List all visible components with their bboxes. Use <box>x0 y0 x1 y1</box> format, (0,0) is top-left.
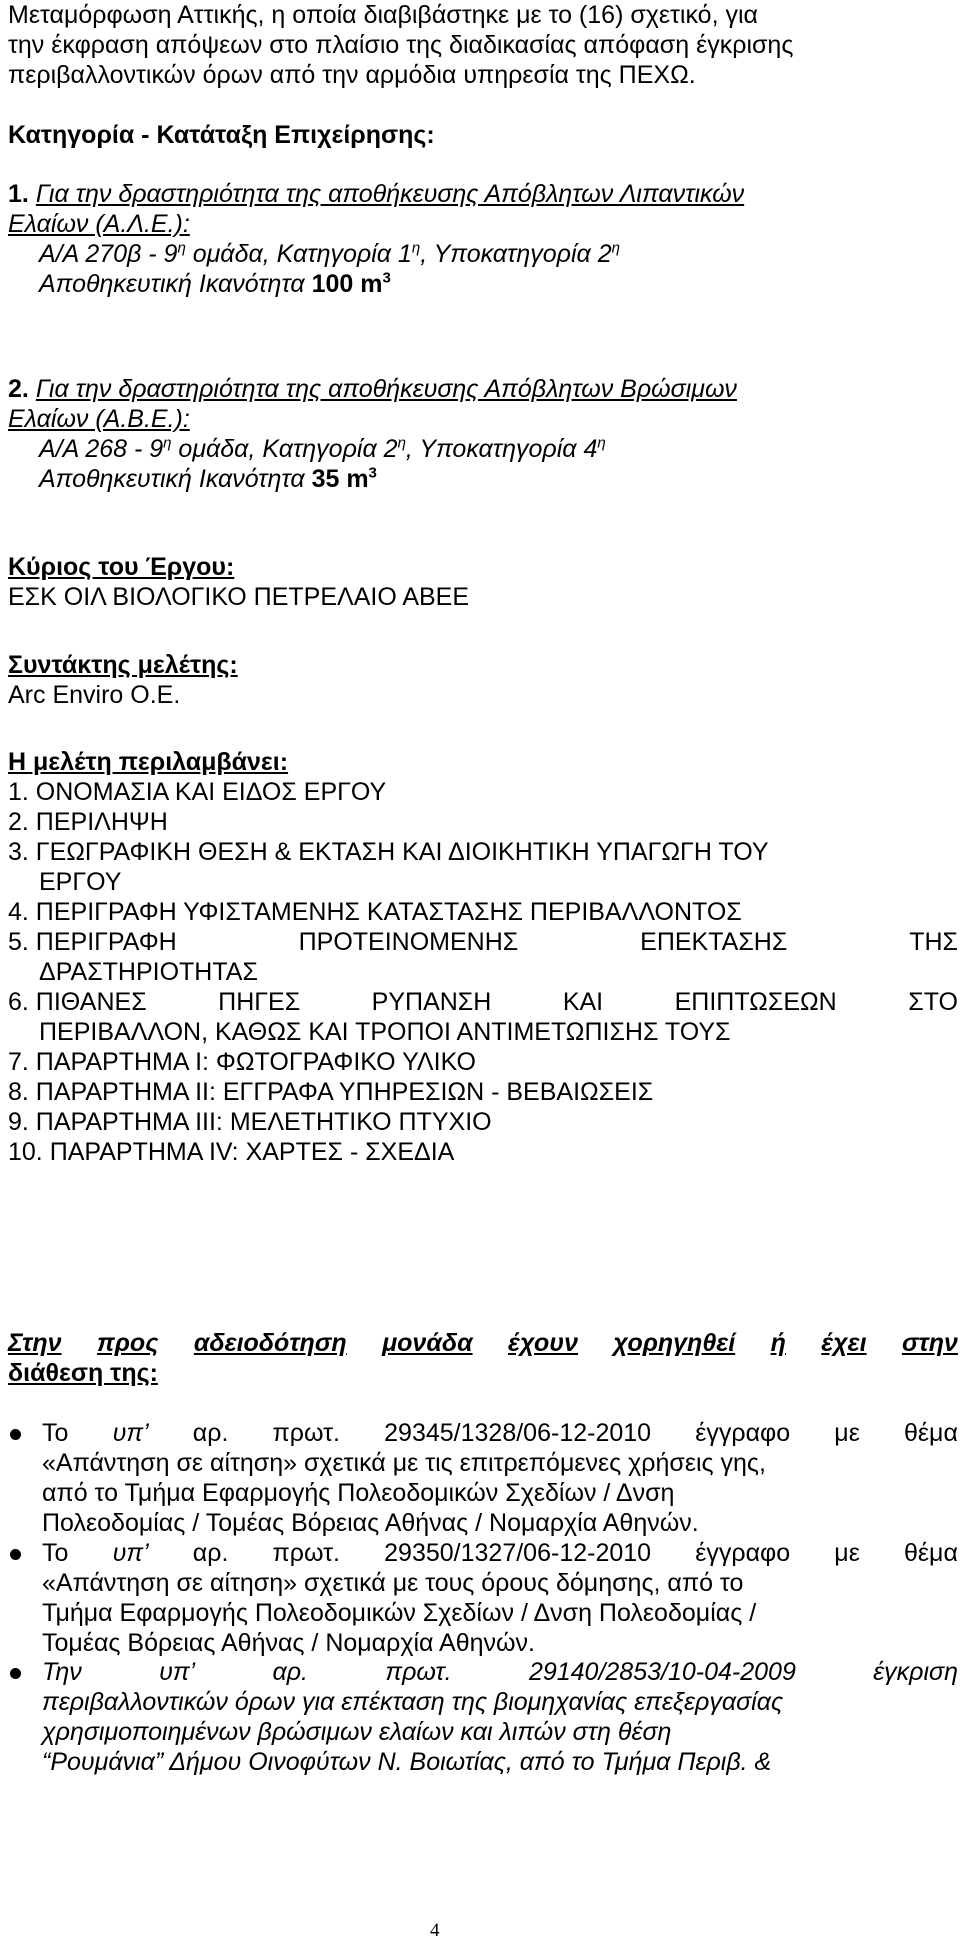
intro-line: την έκφραση απόψεων στο πλαίσιο της διαδικασίας απόφαση έγκρισης <box>8 31 794 59</box>
word: 29345/1328/06-12-2010 <box>384 1419 652 1447</box>
aa-sup: η <box>597 434 606 452</box>
contents-heading: Η μελέτη περιλαμβάνει: <box>8 748 289 776</box>
contents-item: 1. ΟΝΟΜΑΣΙΑ ΚΑΙ ΕΙΔΟΣ ΕΡΓΟΥ <box>8 778 387 806</box>
intro-line: Μεταμόρφωση Αττικής, η οποία διαβιβάστηκε με το (16) σχετικό, για <box>8 1 758 29</box>
aa-text: , Υποκατηγορία 4 <box>405 435 598 463</box>
aa-sup: η <box>397 434 406 452</box>
word: ΕΠΙΠΤΩΣΕΩΝ <box>674 988 837 1016</box>
word: με <box>834 1419 860 1447</box>
capacity-sup: 3 <box>382 269 391 287</box>
bullet-line: “Ρουμάνια” Δήμου Οινοφύτων Ν. Βοιωτίας, από το Τμήμα Περιβ. & <box>42 1748 772 1776</box>
aa-sup: η <box>163 434 172 452</box>
aa-text: Α/Α 268 - 9 <box>39 435 164 463</box>
contents-item: 8. ΠΑΡΑΡΤΗΜΑ ΙΙ: ΕΓΓΡΑΦΑ ΥΠΗΡΕΣΙΩΝ - ΒΕΒΑΙΩΣΕΙΣ <box>8 1078 654 1106</box>
word: Το <box>42 1419 69 1447</box>
bullet-line: Πολεοδομίας / Τομέας Βόρειας Αθήνας / Νομαρχία Αθηνών. <box>42 1509 699 1537</box>
bullet-line <box>42 1657 958 1687</box>
contents-item: 9. ΠΑΡΑΡΤΗΜΑ ΙΙΙ: ΜΕΛΕΤΗΤΙΚΟ ΠΤΥΧΙΟ <box>8 1108 492 1136</box>
author-value: Arc Enviro O.E. <box>8 681 181 709</box>
word: ή <box>770 1329 786 1357</box>
contents-item: 3. ΓΕΩΓΡΑΦΙΚΗ ΘΕΣΗ & ΕΚΤΑΣΗ ΚΑΙ ΔΙΟΙΚΗΤΙΚΗ ΥΠΑΓΩΓΗ ΤΟΥ <box>8 838 769 866</box>
contents-item <box>8 927 958 957</box>
aa-text: , Υποκατηγορία 2 <box>420 240 612 268</box>
word: προς <box>96 1329 159 1357</box>
word: έγγραφο <box>695 1539 791 1567</box>
item-classification <box>39 434 606 464</box>
item-title-continued: Ελαίων (Α.Λ.Ε.): <box>8 210 190 238</box>
word: στην <box>901 1329 958 1357</box>
bullet-line: Τμήμα Εφαρμογής Πολεοδομικών Σχεδίων / Δνση Πολεοδομίας / <box>42 1599 757 1627</box>
item-title: Για την δραστηριότητα της αποθήκευσης Απόβλητων Βρώσιμων <box>35 375 737 403</box>
aa-sup: η <box>411 239 421 257</box>
bullet-line <box>42 1538 958 1568</box>
contents-item: 10. ΠΑΡΑΡΤΗΜΑ ΙV: ΧΑΡΤΕΣ - ΣΧΕΔΙΑ <box>8 1138 455 1166</box>
word: 6. ΠΙΘΑΝΕΣ <box>8 988 147 1016</box>
word: θέμα <box>904 1419 958 1447</box>
owner-value: ΕΣΚ ΟΙΛ ΒΙΟΛΟΓΙΚΟ ΠΕΤΡΕΛΑΙΟ ΑΒΕΕ <box>8 583 470 611</box>
category-item-1-title <box>8 179 744 209</box>
bullet-icon <box>10 1429 21 1440</box>
granted-heading <box>8 1328 958 1358</box>
bullet-line: περιβαλλοντικών όρων για επέκταση της βιομηχανίας επεξεργασίας <box>42 1688 784 1716</box>
contents-item-continued: ΠΕΡΙΒΑΛΛΟΝ, ΚΑΘΩΣ ΚΑΙ ΤΡΟΠΟΙ ΑΝΤΙΜΕΤΩΠΙΣΗΣ ΤΟΥΣ <box>39 1018 731 1046</box>
category-item-2-title <box>8 374 737 404</box>
word: 29350/1327/06-12-2010 <box>384 1539 652 1567</box>
item-classification <box>39 239 620 269</box>
word: Την <box>42 1658 82 1686</box>
category-heading: Κατηγορία - Κατάταξη Επιχείρησης: <box>8 121 435 149</box>
word: χορηγηθεί <box>613 1329 736 1357</box>
item-title-continued: Ελαίων (Α.Β.Ε.): <box>8 405 190 433</box>
word: έχουν <box>507 1329 578 1357</box>
word: ΕΠΕΚΤΑΣΗΣ <box>640 928 788 956</box>
item-title: Για την δραστηριότητα της αποθήκευσης Απόβλητων Λιπαντικών <box>35 180 745 208</box>
word: ΡΥΠΑΝΣΗ <box>371 988 492 1016</box>
aa-text: ομάδα, Κατηγορία 1 <box>185 240 412 268</box>
bullet-line: από το Τμήμα Εφαρμογής Πολεοδομικών Σχεδίων / Δνση <box>42 1479 675 1507</box>
item-capacity <box>39 464 377 494</box>
word: αρ. <box>192 1419 229 1447</box>
bullet-line <box>42 1418 958 1448</box>
contents-item-continued: ΕΡΓΟΥ <box>39 868 122 896</box>
word: έγγραφο <box>695 1419 791 1447</box>
bullet-line: Τομέας Βόρειας Αθήνας / Νομαρχία Αθηνών. <box>42 1629 535 1657</box>
word: ΚΑΙ <box>562 988 604 1016</box>
word: ΠΗΓΕΣ <box>218 988 301 1016</box>
word: υπ’ <box>112 1419 149 1447</box>
bullet-line: «Απάντηση σε αίτηση» σχετικά με τους όρους δόμησης, από το <box>42 1569 744 1597</box>
word: 5. ΠΕΡΙΓΡΑΦΗ <box>8 928 177 956</box>
word: υπ’ <box>159 1658 196 1686</box>
contents-item: 2. ΠΕΡΙΛΗΨΗ <box>8 808 168 836</box>
word: ΤΗΣ <box>909 928 958 956</box>
contents-item: 4. ΠΕΡΙΓΡΑΦΗ ΥΦΙΣΤΑΜΕΝΗΣ ΚΑΤΑΣΤΑΣΗΣ ΠΕΡΙΒΑΛΛΟΝΤΟΣ <box>8 898 742 926</box>
word: αρ. <box>272 1658 309 1686</box>
author-heading: Συντάκτης μελέτης: <box>8 651 238 679</box>
word: υπ’ <box>112 1539 149 1567</box>
word: θέμα <box>904 1539 958 1567</box>
bullet-icon <box>10 1668 21 1679</box>
word: Στην <box>8 1329 62 1357</box>
item-number: 1. <box>8 180 29 208</box>
word: ΣΤΟ <box>908 988 958 1016</box>
capacity-value: 35 m <box>311 465 369 493</box>
aa-text: Α/Α 270β - 9 <box>39 240 178 268</box>
contents-item-continued: ΔΡΑΣΤΗΡΙΟΤΗΤΑΣ <box>39 958 258 986</box>
word: αδειοδότηση <box>193 1329 347 1357</box>
word: Το <box>42 1539 69 1567</box>
word: έγκριση <box>873 1658 958 1686</box>
bullet-line: χρησιμοποιημένων βρώσιμων ελαίων και λιπών στη θέση <box>42 1718 672 1746</box>
item-capacity <box>39 269 391 299</box>
page-number: 4 <box>430 1920 440 1941</box>
owner-heading: Κύριος του Έργου: <box>8 553 235 581</box>
contents-item <box>8 987 958 1017</box>
word: πρωτ. <box>385 1658 452 1686</box>
capacity-label: Αποθηκευτική Ικανότητα <box>39 465 312 493</box>
word: έχει <box>821 1329 867 1357</box>
aa-sup: η <box>177 239 186 257</box>
capacity-sup: 3 <box>368 464 377 482</box>
bullet-icon <box>10 1549 21 1560</box>
word: πρωτ. <box>272 1539 341 1567</box>
item-number: 2. <box>8 375 29 403</box>
bullet-line: «Απάντηση σε αίτηση» σχετικά με τις επιτρεπόμενες χρήσεις γης, <box>42 1449 766 1477</box>
word: αρ. <box>192 1539 229 1567</box>
granted-heading-continued: διάθεση της: <box>8 1359 158 1387</box>
word: με <box>834 1539 860 1567</box>
aa-text: ομάδα, Κατηγορία 2 <box>171 435 398 463</box>
word: ΠΡΟΤΕΙΝΟΜΕΝΗΣ <box>298 928 519 956</box>
word: μονάδα <box>382 1329 473 1357</box>
contents-item: 7. ΠΑΡΑΡΤΗΜΑ Ι: ΦΩΤΟΓΡΑΦΙΚΟ ΥΛΙΚΟ <box>8 1048 476 1076</box>
aa-sup: η <box>611 239 620 257</box>
word: 29140/2853/10-04-2009 <box>528 1658 796 1686</box>
capacity-label: Αποθηκευτική Ικανότητα <box>39 270 312 298</box>
intro-line: περιβαλλοντικών όρων από την αρμόδια υπηρεσία της ΠΕΧΩ. <box>8 61 696 89</box>
capacity-value: 100 m <box>311 270 383 298</box>
word: πρωτ. <box>272 1419 341 1447</box>
